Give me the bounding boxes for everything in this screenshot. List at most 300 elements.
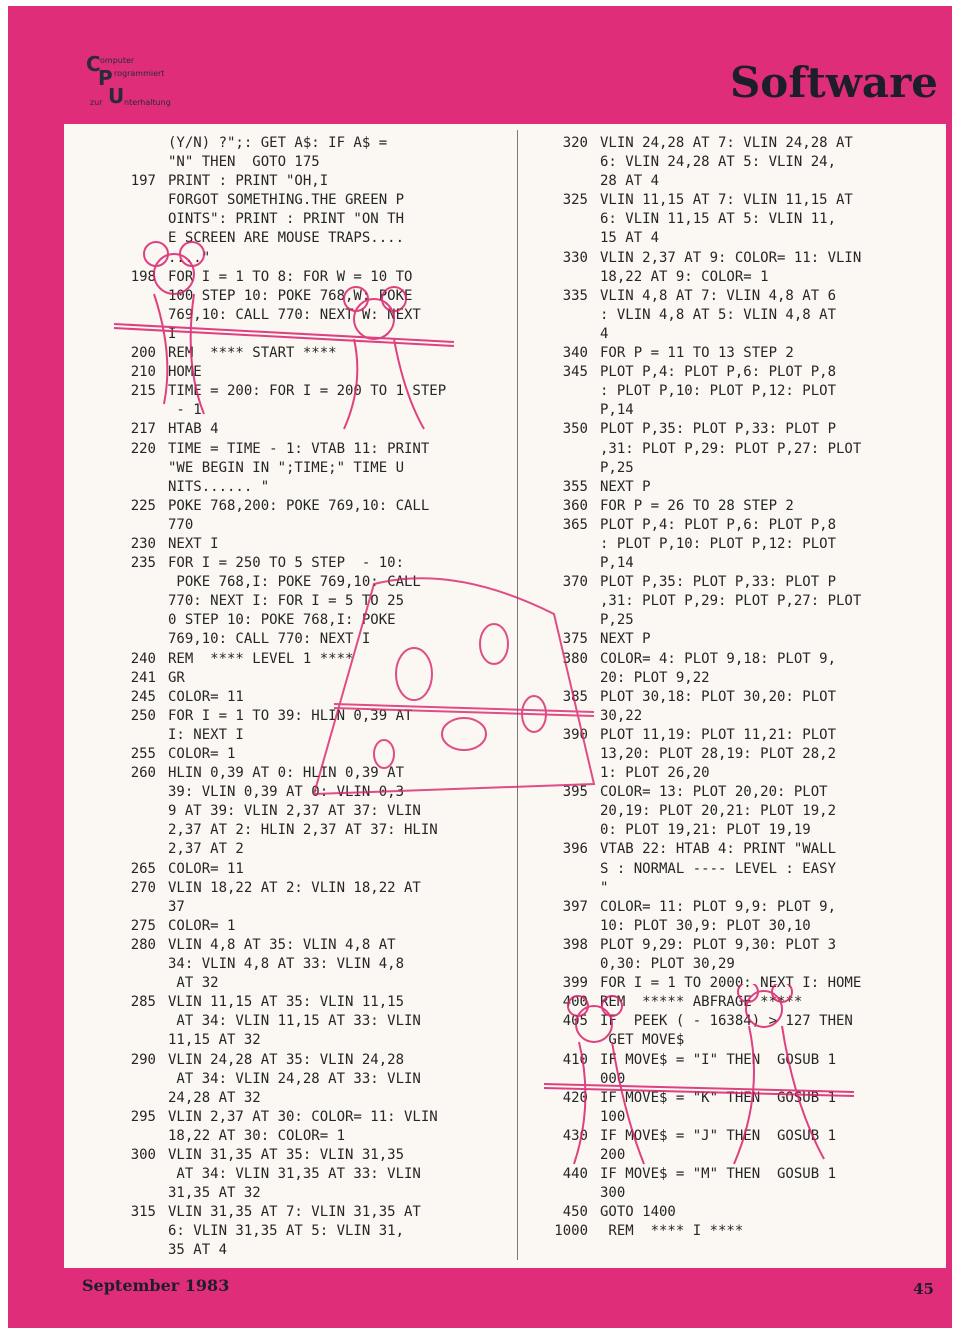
- code-text: VLIN 2,37 AT 30: COLOR= 11: VLIN: [168, 1108, 438, 1125]
- line-number: 380: [562, 650, 588, 667]
- code-text: TIME = 200: FOR I = 200 TO 1 STEP: [168, 383, 447, 400]
- line-number: [540, 210, 600, 229]
- line-number: [540, 745, 600, 764]
- code-text: 0 STEP 10: POKE 768,I: POKE: [168, 612, 396, 629]
- code-text: IF PEEK ( - 16384) > 127 THEN: [600, 1013, 853, 1030]
- line-number: [108, 802, 168, 821]
- code-text: PLOT 30,18: PLOT 30,20: PLOT: [600, 688, 837, 705]
- code-line: [540, 459, 940, 478]
- line-number: 255: [130, 746, 156, 762]
- logo-word-computer: omputer: [100, 56, 135, 65]
- line-number: [540, 1070, 600, 1089]
- code-line: [108, 1012, 508, 1031]
- code-text: 770: [168, 516, 194, 533]
- line-number: [108, 821, 168, 840]
- line-number: 440: [562, 1166, 588, 1183]
- line-number: 290: [130, 1051, 156, 1068]
- code-line: [540, 650, 940, 669]
- code-text: REM ***** ABFRAGE *****: [600, 994, 803, 1011]
- code-line: [108, 611, 508, 630]
- code-line: [540, 611, 940, 630]
- code-text: VLIN 2,37 AT 9: COLOR= 11: VLIN: [600, 249, 862, 266]
- code-line: [540, 249, 940, 268]
- issue-date: September 1983: [82, 1276, 230, 1295]
- line-number: [108, 611, 168, 630]
- code-text: PLOT P,35: PLOT P,33: PLOT P: [600, 574, 837, 591]
- code-text: GOTO 1400: [600, 1204, 676, 1221]
- code-line: [108, 268, 508, 287]
- code-text: "WE BEGIN IN ";TIME;" TIME U: [168, 459, 405, 476]
- code-line: [108, 134, 508, 153]
- line-number: [108, 134, 168, 153]
- code-line: [540, 1146, 940, 1165]
- code-line: [540, 420, 940, 439]
- code-line: [540, 1070, 940, 1089]
- code-line: [108, 325, 508, 344]
- code-text: NEXT P: [600, 478, 651, 495]
- code-line: [108, 1165, 508, 1184]
- code-line: [540, 840, 940, 859]
- code-text: COLOR= 13: PLOT 20,20: PLOT: [600, 784, 828, 801]
- code-line: [540, 1165, 940, 1184]
- line-number: [108, 1241, 168, 1260]
- code-text: 18,22 AT 9: COLOR= 1: [600, 268, 769, 285]
- line-number: 345: [562, 364, 588, 381]
- code-text: IF MOVE$ = "M" THEN GOSUB 1: [600, 1166, 837, 1183]
- code-text: 34: VLIN 4,8 AT 33: VLIN 4,8: [168, 956, 405, 973]
- code-text: : PLOT P,10: PLOT P,12: PLOT: [600, 383, 837, 400]
- code-line: [540, 993, 940, 1012]
- code-text: VLIN 4,8 AT 7: VLIN 4,8 AT 6: [600, 287, 837, 304]
- code-line: [540, 210, 940, 229]
- code-line: [540, 669, 940, 688]
- code-text: S : NORMAL ---- LEVEL : EASY: [600, 860, 837, 877]
- code-text: IF MOVE$ = "I" THEN GOSUB 1: [600, 1051, 837, 1068]
- logo-letter-p: P: [98, 66, 113, 90]
- line-number: [108, 229, 168, 248]
- code-text: 1: PLOT 26,20: [600, 765, 710, 782]
- line-number: 270: [130, 879, 156, 896]
- line-number: [540, 535, 600, 554]
- code-text: 200: [600, 1146, 626, 1163]
- line-number: 398: [562, 936, 588, 953]
- line-number: 370: [562, 574, 588, 591]
- line-number: [108, 325, 168, 344]
- line-number: [108, 783, 168, 802]
- line-number: [108, 1070, 168, 1089]
- line-number: [540, 459, 600, 478]
- line-number: 200: [130, 345, 156, 362]
- code-line: [108, 229, 508, 248]
- code-line: [108, 879, 508, 898]
- code-text: VLIN 18,22 AT 2: VLIN 18,22 AT: [168, 879, 421, 896]
- line-number: [540, 554, 600, 573]
- code-text: E SCREEN ARE MOUSE TRAPS....: [168, 230, 405, 247]
- line-number: [108, 592, 168, 611]
- code-line: [540, 726, 940, 745]
- code-text: 11,15 AT 32: [168, 1032, 261, 1049]
- page-number: 45: [913, 1280, 934, 1298]
- code-line: [108, 802, 508, 821]
- code-text: FOR I = 1 TO 8: FOR W = 10 TO: [168, 268, 413, 285]
- line-number: 315: [130, 1204, 156, 1221]
- code-line: [540, 1222, 940, 1241]
- code-text: ": [600, 879, 609, 896]
- listing-column-left: [108, 134, 508, 1261]
- code-line: [540, 287, 940, 306]
- code-text: PLOT P,4: PLOT P,6: PLOT P,8: [600, 364, 837, 381]
- code-text: 24,28 AT 32: [168, 1089, 261, 1106]
- code-line: [108, 840, 508, 859]
- line-number: 265: [130, 860, 156, 877]
- code-text: TIME = TIME - 1: VTAB 11: PRINT: [168, 440, 430, 457]
- code-text: COLOR= 1: [168, 917, 236, 934]
- line-number: [108, 1127, 168, 1146]
- code-text: I: NEXT I: [168, 726, 244, 743]
- line-number: 245: [130, 688, 156, 705]
- code-line: [540, 879, 940, 898]
- code-text: 31,35 AT 32: [168, 1185, 261, 1202]
- code-text: HTAB 4: [168, 421, 219, 438]
- code-text: NITS...... ": [168, 478, 270, 495]
- code-line: [540, 382, 940, 401]
- line-number: [540, 306, 600, 325]
- code-line: [108, 936, 508, 955]
- code-text: NEXT P: [600, 631, 651, 648]
- code-text: REM **** LEVEL 1 ****: [168, 650, 354, 667]
- line-number: [540, 325, 600, 344]
- line-number: [108, 153, 168, 172]
- line-number: [108, 1222, 168, 1241]
- code-text: REM **** I ****: [600, 1223, 744, 1240]
- code-text: VLIN 31,35 AT 7: VLIN 31,35 AT: [168, 1204, 421, 1221]
- line-number: [108, 630, 168, 649]
- code-text: "N" THEN GOTO 175: [168, 154, 320, 171]
- code-line: [540, 936, 940, 955]
- code-text: GR: [168, 669, 185, 686]
- code-text: AT 32: [168, 975, 219, 992]
- code-text: 100 STEP 10: POKE 768,W: POKE: [168, 287, 413, 304]
- code-text: PLOT P,4: PLOT P,6: PLOT P,8: [600, 516, 837, 533]
- code-line: [540, 1184, 940, 1203]
- code-text: COLOR= 11: PLOT 9,9: PLOT 9,: [600, 898, 837, 915]
- code-text: COLOR= 11: [168, 688, 244, 705]
- line-number: 260: [130, 765, 156, 782]
- code-text: PLOT P,35: PLOT P,33: PLOT P: [600, 421, 837, 438]
- code-line: [108, 650, 508, 669]
- code-line: [540, 1031, 940, 1050]
- code-line: [540, 268, 940, 287]
- code-line: [540, 592, 940, 611]
- line-number: [540, 153, 600, 172]
- code-text: VLIN 11,15 AT 7: VLIN 11,15 AT: [600, 192, 853, 209]
- code-text: 18,22 AT 30: COLOR= 1: [168, 1127, 346, 1144]
- code-line: [108, 153, 508, 172]
- code-text: POKE 768,I: POKE 769,10: CALL: [168, 574, 421, 591]
- line-number: [540, 860, 600, 879]
- code-line: [540, 860, 940, 879]
- code-line: [108, 516, 508, 535]
- code-line: [540, 134, 940, 153]
- code-line: [108, 363, 508, 382]
- code-text: 300: [600, 1185, 626, 1202]
- logo-letter-c: C: [86, 52, 101, 76]
- line-number: 240: [130, 650, 156, 667]
- line-number: 215: [130, 383, 156, 400]
- line-number: [540, 1184, 600, 1203]
- code-line: [108, 592, 508, 611]
- code-line: [540, 440, 940, 459]
- line-number: [540, 1031, 600, 1050]
- line-number: [540, 268, 600, 287]
- line-number: [540, 821, 600, 840]
- code-text: 39: VLIN 0,39 AT 0: VLIN 0,3: [168, 784, 405, 801]
- line-number: 280: [130, 936, 156, 953]
- line-number: 330: [562, 249, 588, 266]
- code-text: 769,10: CALL 770: NEXT I: [168, 631, 371, 648]
- code-line: [540, 306, 940, 325]
- code-text: IF MOVE$ = "J" THEN GOSUB 1: [600, 1127, 837, 1144]
- line-number: 217: [130, 421, 156, 438]
- code-line: [540, 707, 940, 726]
- line-number: [108, 401, 168, 420]
- code-line: [108, 1108, 508, 1127]
- line-number: 197: [130, 173, 156, 190]
- line-number: [108, 459, 168, 478]
- code-text: 28 AT 4: [600, 173, 660, 190]
- line-number: [540, 401, 600, 420]
- code-text: ....": [168, 249, 211, 266]
- code-text: VLIN 31,35 AT 35: VLIN 31,35: [168, 1146, 405, 1163]
- line-number: 250: [130, 707, 156, 724]
- code-line: [540, 974, 940, 993]
- column-divider: [517, 130, 518, 1260]
- code-line: [108, 1070, 508, 1089]
- code-line: [540, 1051, 940, 1070]
- logo-word-unterhaltung: nterhaltung: [124, 98, 171, 107]
- code-line: [540, 497, 940, 516]
- line-number: [108, 287, 168, 306]
- code-text: - 1: [168, 402, 202, 419]
- code-text: VLIN 4,8 AT 35: VLIN 4,8 AT: [168, 936, 396, 953]
- line-number: 420: [562, 1089, 588, 1106]
- listing-area: [64, 124, 946, 1268]
- line-number: 300: [130, 1146, 156, 1163]
- code-text: P,14: [600, 555, 634, 572]
- code-text: AT 34: VLIN 31,35 AT 33: VLIN: [168, 1166, 421, 1183]
- code-line: [540, 516, 940, 535]
- code-text: 37: [168, 898, 185, 915]
- line-number: 355: [562, 478, 588, 495]
- line-number: 275: [130, 917, 156, 934]
- code-line: [108, 401, 508, 420]
- code-text: VLIN 11,15 AT 35: VLIN 11,15: [168, 994, 405, 1011]
- code-line: [108, 306, 508, 325]
- line-number: 235: [130, 555, 156, 572]
- line-number: [540, 172, 600, 191]
- line-number: 396: [562, 841, 588, 858]
- line-number: 241: [130, 669, 156, 686]
- cpu-logo: [86, 52, 226, 112]
- code-text: HOME: [168, 364, 202, 381]
- code-text: 6: VLIN 11,15 AT 5: VLIN 11,: [600, 211, 837, 228]
- code-line: [540, 688, 940, 707]
- listing-column-right: [540, 134, 940, 1241]
- code-text: AT 34: VLIN 24,28 AT 33: VLIN: [168, 1070, 421, 1087]
- code-text: COLOR= 11: [168, 860, 244, 877]
- code-text: 100: [600, 1108, 626, 1125]
- code-line: [108, 1184, 508, 1203]
- code-line: [108, 287, 508, 306]
- code-text: HLIN 0,39 AT 0: HLIN 0,39 AT: [168, 765, 405, 782]
- line-number: [108, 516, 168, 535]
- line-number: 350: [562, 421, 588, 438]
- code-text: PLOT 11,19: PLOT 11,21: PLOT: [600, 726, 837, 743]
- code-line: [108, 478, 508, 497]
- code-text: FORGOT SOMETHING.THE GREEN P: [168, 192, 405, 209]
- line-number: [108, 1184, 168, 1203]
- code-line: [108, 172, 508, 191]
- code-text: 20: PLOT 9,22: [600, 669, 710, 686]
- code-line: [108, 898, 508, 917]
- code-line: [108, 1146, 508, 1165]
- code-line: [108, 955, 508, 974]
- code-text: P,14: [600, 402, 634, 419]
- line-number: [108, 210, 168, 229]
- code-text: 2,37 AT 2: [168, 841, 244, 858]
- code-line: [540, 401, 940, 420]
- line-number: 210: [130, 364, 156, 381]
- logo-word-zur: zur: [90, 98, 103, 107]
- code-line: [540, 363, 940, 382]
- code-line: [108, 783, 508, 802]
- code-text: VLIN 24,28 AT 35: VLIN 24,28: [168, 1051, 405, 1068]
- code-line: [540, 1203, 940, 1222]
- line-number: [540, 955, 600, 974]
- code-text: 0: PLOT 19,21: PLOT 19,19: [600, 822, 811, 839]
- code-line: [108, 440, 508, 459]
- code-line: [540, 745, 940, 764]
- line-number: [108, 191, 168, 210]
- code-line: [540, 478, 940, 497]
- code-line: [108, 249, 508, 268]
- line-number: 395: [562, 784, 588, 801]
- code-line: [108, 573, 508, 592]
- code-text: VLIN 24,28 AT 7: VLIN 24,28 AT: [600, 135, 853, 151]
- code-text: : PLOT P,10: PLOT P,12: PLOT: [600, 535, 837, 552]
- code-line: [108, 745, 508, 764]
- line-number: 410: [562, 1051, 588, 1068]
- line-number: 430: [562, 1127, 588, 1144]
- line-number: 399: [562, 975, 588, 992]
- code-line: [540, 898, 940, 917]
- code-line: [540, 172, 940, 191]
- code-text: 000: [600, 1070, 626, 1087]
- code-text: 6: VLIN 24,28 AT 5: VLIN 24,: [600, 154, 837, 171]
- code-line: [108, 1241, 508, 1260]
- code-line: [108, 821, 508, 840]
- code-text: ,31: PLOT P,29: PLOT P,27: PLOT: [600, 440, 862, 457]
- code-text: FOR I = 250 TO 5 STEP - 10:: [168, 555, 405, 572]
- line-number: [540, 1146, 600, 1165]
- code-line: [540, 917, 940, 936]
- code-line: [108, 191, 508, 210]
- code-text: FOR P = 11 TO 13 STEP 2: [600, 345, 794, 362]
- code-line: [540, 764, 940, 783]
- line-number: [540, 764, 600, 783]
- code-text: 15 AT 4: [600, 230, 660, 247]
- line-number: [540, 382, 600, 401]
- code-line: [108, 707, 508, 726]
- code-line: [540, 153, 940, 172]
- code-line: [108, 764, 508, 783]
- code-text: AT 34: VLIN 11,15 AT 33: VLIN: [168, 1013, 421, 1030]
- code-line: [108, 1031, 508, 1050]
- code-line: [540, 1012, 940, 1031]
- code-text: 4: [600, 325, 609, 342]
- code-text: ,31: PLOT P,29: PLOT P,27: PLOT: [600, 593, 862, 610]
- code-line: [108, 1051, 508, 1070]
- code-text: 6: VLIN 31,35 AT 5: VLIN 31,: [168, 1223, 405, 1240]
- code-text: 770: NEXT I: FOR I = 5 TO 25: [168, 593, 405, 610]
- code-text: PLOT 9,29: PLOT 9,30: PLOT 3: [600, 936, 837, 953]
- code-line: [540, 1108, 940, 1127]
- line-number: [108, 974, 168, 993]
- code-line: [108, 554, 508, 573]
- line-number: [540, 707, 600, 726]
- line-number: [108, 573, 168, 592]
- code-text: NEXT I: [168, 535, 219, 552]
- code-line: [540, 630, 940, 649]
- code-line: [108, 420, 508, 439]
- code-text: I: [168, 325, 177, 342]
- code-line: [108, 993, 508, 1012]
- code-line: [108, 688, 508, 707]
- code-line: [540, 1127, 940, 1146]
- code-line: [108, 497, 508, 516]
- code-line: [108, 630, 508, 649]
- logo-letter-u: U: [108, 84, 125, 108]
- line-number: [108, 249, 168, 268]
- code-text: (Y/N) ?";: GET A$: IF A$ =: [168, 135, 388, 151]
- code-text: GET MOVE$: [600, 1032, 685, 1049]
- code-line: [108, 344, 508, 363]
- line-number: 360: [562, 497, 588, 514]
- code-line: [108, 1203, 508, 1222]
- code-text: FOR P = 26 TO 28 STEP 2: [600, 497, 794, 514]
- line-number: 450: [562, 1204, 588, 1221]
- line-number: [108, 898, 168, 917]
- line-number: [108, 1031, 168, 1050]
- line-number: 198: [130, 268, 156, 285]
- code-text: FOR I = 1 TO 2000: NEXT I: HOME: [600, 975, 862, 992]
- code-text: COLOR= 1: [168, 746, 236, 762]
- code-text: VTAB 22: HTAB 4: PRINT "WALL: [600, 841, 837, 858]
- line-number: [108, 306, 168, 325]
- code-line: [540, 802, 940, 821]
- code-line: [108, 669, 508, 688]
- code-line: [540, 229, 940, 248]
- code-text: 35 AT 4: [168, 1242, 228, 1259]
- line-number: [540, 879, 600, 898]
- code-line: [108, 1222, 508, 1241]
- code-line: [108, 917, 508, 936]
- code-text: P,25: [600, 459, 634, 476]
- line-number: [540, 440, 600, 459]
- line-number: [108, 955, 168, 974]
- line-number: 230: [130, 535, 156, 552]
- code-line: [108, 382, 508, 401]
